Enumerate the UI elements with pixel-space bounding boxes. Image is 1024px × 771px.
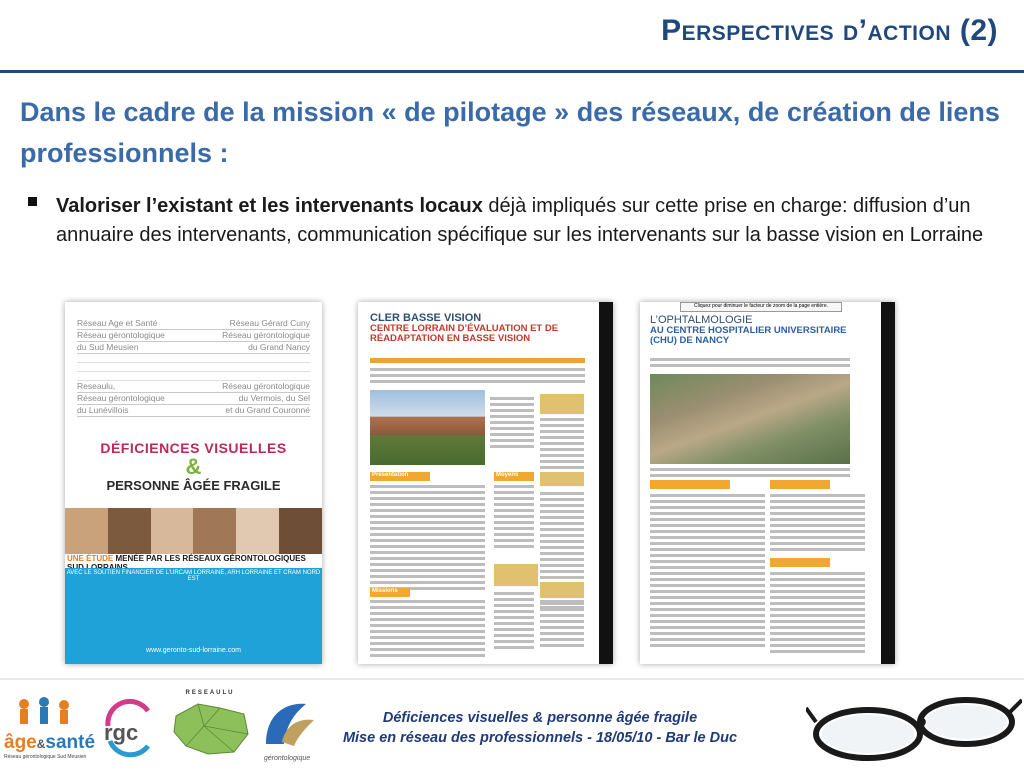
text-block <box>370 600 485 660</box>
network-row: Réseau gérontologique du Vermois, du Sel <box>77 393 310 403</box>
bullet-rest-text: déjà impliqués sur cette prise en charge: diffusion d’un annuaire des intervenants, communication spécifique sur les intervenants sur la basse vision en Lorraine <box>56 195 984 246</box>
cler-headline: CENTRE LORRAIN D’ÉVALUATION ET DE RÉADAPTATION EN BASSE VISION <box>370 323 559 344</box>
brochure-thumbnail[interactable] <box>65 302 322 664</box>
slide-heading: Dans le cadre de la mission « de pilotage » des réseaux, de création de liens professionnels : <box>20 97 1000 168</box>
header-rule <box>0 70 1024 73</box>
cler-page-thumbnail[interactable] <box>358 302 613 664</box>
support-text: AVEC LE SOUTIEN FINANCIER DE L’URCAM LORRAINE, ARH LORRAINE ET CRAM NORD EST <box>66 570 321 582</box>
network-row: Réseau Age et Santé Réseau Gérard Cuny <box>77 318 310 328</box>
gold-box <box>494 564 538 586</box>
gerontologique-label: gérontologique <box>263 755 311 762</box>
brochure-ampersand: & <box>185 454 202 479</box>
network-list <box>77 318 310 417</box>
lorraine-map-icon <box>168 696 252 758</box>
slide-header <box>0 0 1024 72</box>
study-banner: UNE ÉTUDE MENÉE PAR LES RÉSEAUX GÉRONTOLOGIQUES <box>65 554 322 568</box>
text-block <box>494 592 534 652</box>
chu-tab-moyens <box>770 480 830 489</box>
network-row: du Lunévillois et du Grand Couronné <box>77 405 310 415</box>
gerontologique-logo <box>256 694 318 764</box>
orange-divider <box>370 358 585 363</box>
rgc-logo <box>98 696 158 764</box>
hospital-aerial-photo <box>650 374 850 464</box>
text-block <box>370 485 485 593</box>
reseaulu-logo <box>168 690 252 764</box>
network-row: Réseau gérontologique Réseau gérontologique <box>77 330 310 340</box>
brochure-blue-panel <box>65 568 322 664</box>
gold-box <box>540 394 584 414</box>
glasses-illustration <box>806 682 1022 766</box>
vertical-sidebar-strip <box>881 302 895 664</box>
photo-collage <box>65 508 322 554</box>
text-block <box>370 368 585 386</box>
caption-line1: Déficiences visuelles & personne âgée fragile <box>382 710 698 726</box>
age-sante-wordmark: âge&santé <box>4 732 96 753</box>
building-photo <box>370 390 485 465</box>
bullet-item <box>28 192 988 250</box>
cler-brand: CLER BASSE VISION <box>370 312 482 324</box>
gold-box <box>540 582 584 598</box>
leaf-r-icon <box>256 694 318 750</box>
vertical-sidebar-strip <box>599 302 613 664</box>
eyeglasses-icon <box>806 682 1022 766</box>
brochure-title <box>65 440 322 493</box>
text-block <box>494 485 534 551</box>
age-sante-logo <box>4 696 96 764</box>
text-block <box>540 602 584 650</box>
chu-brand: L’OPHTALMOLOGIE <box>650 314 753 326</box>
figures-icon <box>4 696 88 726</box>
caption-line2: Mise en réseau des professionnels - 18/05/10 - Bar le Duc <box>342 730 738 746</box>
brochure-title-line2: PERSONNE ÂGÉE FRAGILE <box>106 478 281 493</box>
reseaulu-label: RESEAULU <box>185 690 235 696</box>
square-bullet-icon <box>28 197 37 206</box>
chu-tab-presentation <box>650 480 730 489</box>
text-block <box>770 494 865 554</box>
text-block <box>650 468 850 480</box>
chu-tab-orange <box>770 558 830 567</box>
bullet-text <box>56 192 988 250</box>
text-block <box>770 572 865 656</box>
chu-page-thumbnail[interactable] <box>640 302 895 664</box>
brochure-title-line1: DÉFICIENCES VISUELLES <box>100 440 287 456</box>
tab-presentation: Présentation <box>370 472 430 481</box>
tab-missions: Missions <box>370 588 410 597</box>
zoom-tooltip: Cliquez pour diminuer le facteur de zoom de la page entière. <box>680 302 842 312</box>
text-block <box>650 358 850 370</box>
tab-moyens: Moyens <box>494 472 534 481</box>
text-block <box>490 397 534 451</box>
slide-title: Perspectives d’action (2) <box>661 14 998 47</box>
bullet-bold-text: Valoriser l’existant et les intervenants locaux <box>56 195 483 217</box>
network-row: Reseaulu, Réseau gérontologique <box>77 381 310 391</box>
text-block <box>540 418 584 478</box>
footer-caption <box>320 708 760 748</box>
gold-box <box>540 472 584 486</box>
website-url: www.geronto-sud-lorraine.com <box>146 647 241 654</box>
text-block <box>650 494 765 650</box>
rgc-wordmark: rgc <box>104 720 139 745</box>
chu-headline: AU CENTRE HOSPITALIER UNIVERSITAIRE (CHU) DE NANCY <box>650 325 847 346</box>
network-row: du Sud Meusien du Grand Nancy <box>77 342 310 352</box>
age-sante-subtitle: Réseau gérontologique Sud Meusien <box>4 754 87 760</box>
